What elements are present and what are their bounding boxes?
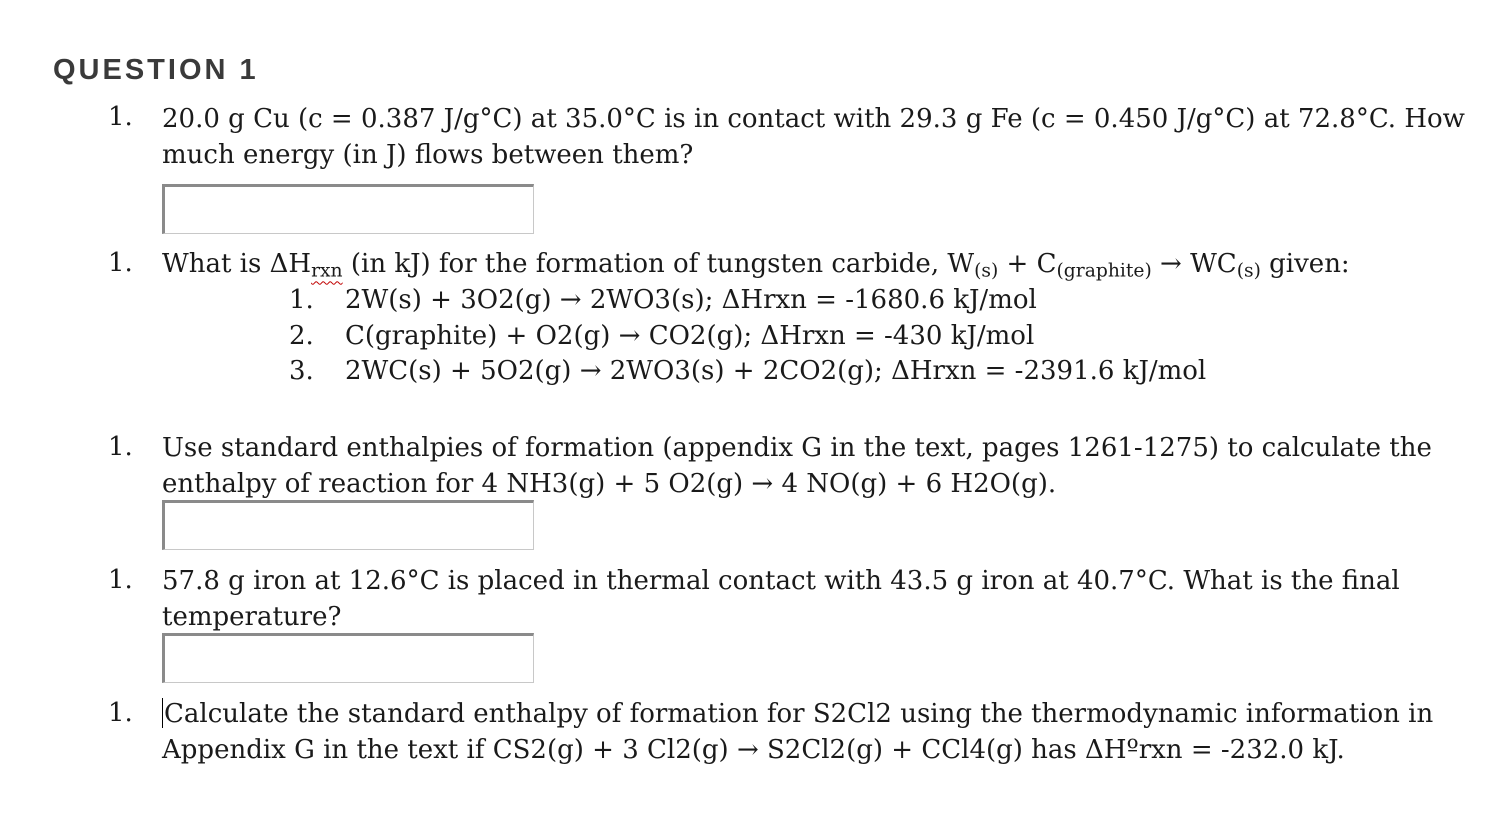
text-cursor xyxy=(162,698,163,728)
question-4-text xyxy=(162,563,1400,635)
given-reaction-1-text: 2W(s) + 3O2(g) → 2WO3(s); ΔHrxn = -1680.6 kJ/mol xyxy=(345,285,1037,315)
question-number: 1. xyxy=(108,432,133,462)
question-1-line-1: 20.0 g Cu (c = 0.387 J/g°C) at 35.0°C is in contact with 29.3 g Fe (c = 0.450 J/g°C) at 72.8°C. How xyxy=(162,104,1465,134)
given-reaction-3-text: 2WC(s) + 5O2(g) → 2WO3(s) + 2CO2(g); ΔHrxn = -2391.6 kJ/mol xyxy=(345,356,1207,386)
question-heading: QUESTION 1 xyxy=(53,54,259,86)
question-3-line-2: enthalpy of reaction for 4 NH3(g) + 5 O2(g) → 4 NO(g) + 6 H2O(g). xyxy=(162,469,1057,499)
question-number: 1. xyxy=(108,248,133,278)
answer-input-4[interactable] xyxy=(162,633,534,683)
given-reaction-1: 1. 2W(s) + 3O2(g) → 2WO3(s); ΔHrxn = -1680.6 kJ/mol xyxy=(289,285,1037,315)
question-5-line-2: Appendix G in the text if CS2(g) + 3 Cl2(g) → S2Cl2(g) + CCl4(g) has ΔHºrxn = -232.0 kJ. xyxy=(162,735,1345,765)
question-1-text xyxy=(162,101,1465,173)
question-2-text: What is $\Delta H_{rxn}$ (in kJ) for the formation of tungsten carbide, $W_{(s)} + C_{(graphite)} \to WC_{(s)}$ given: xyxy=(162,249,1350,282)
answer-input-3[interactable] xyxy=(162,500,534,550)
question-4-line-1: 57.8 g iron at 12.6°C is placed in thermal contact with 43.5 g iron at 40.7°C. What is the final xyxy=(162,566,1400,596)
given-reaction-2-text: C(graphite) + O2(g) → CO2(g); ΔHrxn = -430 kJ/mol xyxy=(345,321,1035,351)
given-reaction-3: 3. 2WC(s) + 5O2(g) → 2WO3(s) + 2CO2(g); ΔHrxn = -2391.6 kJ/mol xyxy=(289,356,1207,386)
question-5-line-1: Calculate the standard enthalpy of formation for S2Cl2 using the thermodynamic information in xyxy=(164,699,1434,729)
question-3-text xyxy=(162,430,1432,502)
given-reaction-2: 2. C(graphite) + O2(g) → CO2(g); ΔHrxn = -430 kJ/mol xyxy=(289,321,1035,351)
answer-input-1[interactable] xyxy=(162,184,534,234)
question-1-line-2: much energy (in J) flows between them? xyxy=(162,140,694,170)
question-4-line-2: temperature? xyxy=(162,602,342,632)
question-number: 1. xyxy=(108,102,133,132)
question-3-line-1: Use standard enthalpies of formation (appendix G in the text, pages 1261-1275) to calculate the xyxy=(162,433,1432,463)
question-number: 1. xyxy=(108,565,133,595)
question-5-text[interactable] xyxy=(162,696,1433,768)
question-number: 1. xyxy=(108,698,133,728)
